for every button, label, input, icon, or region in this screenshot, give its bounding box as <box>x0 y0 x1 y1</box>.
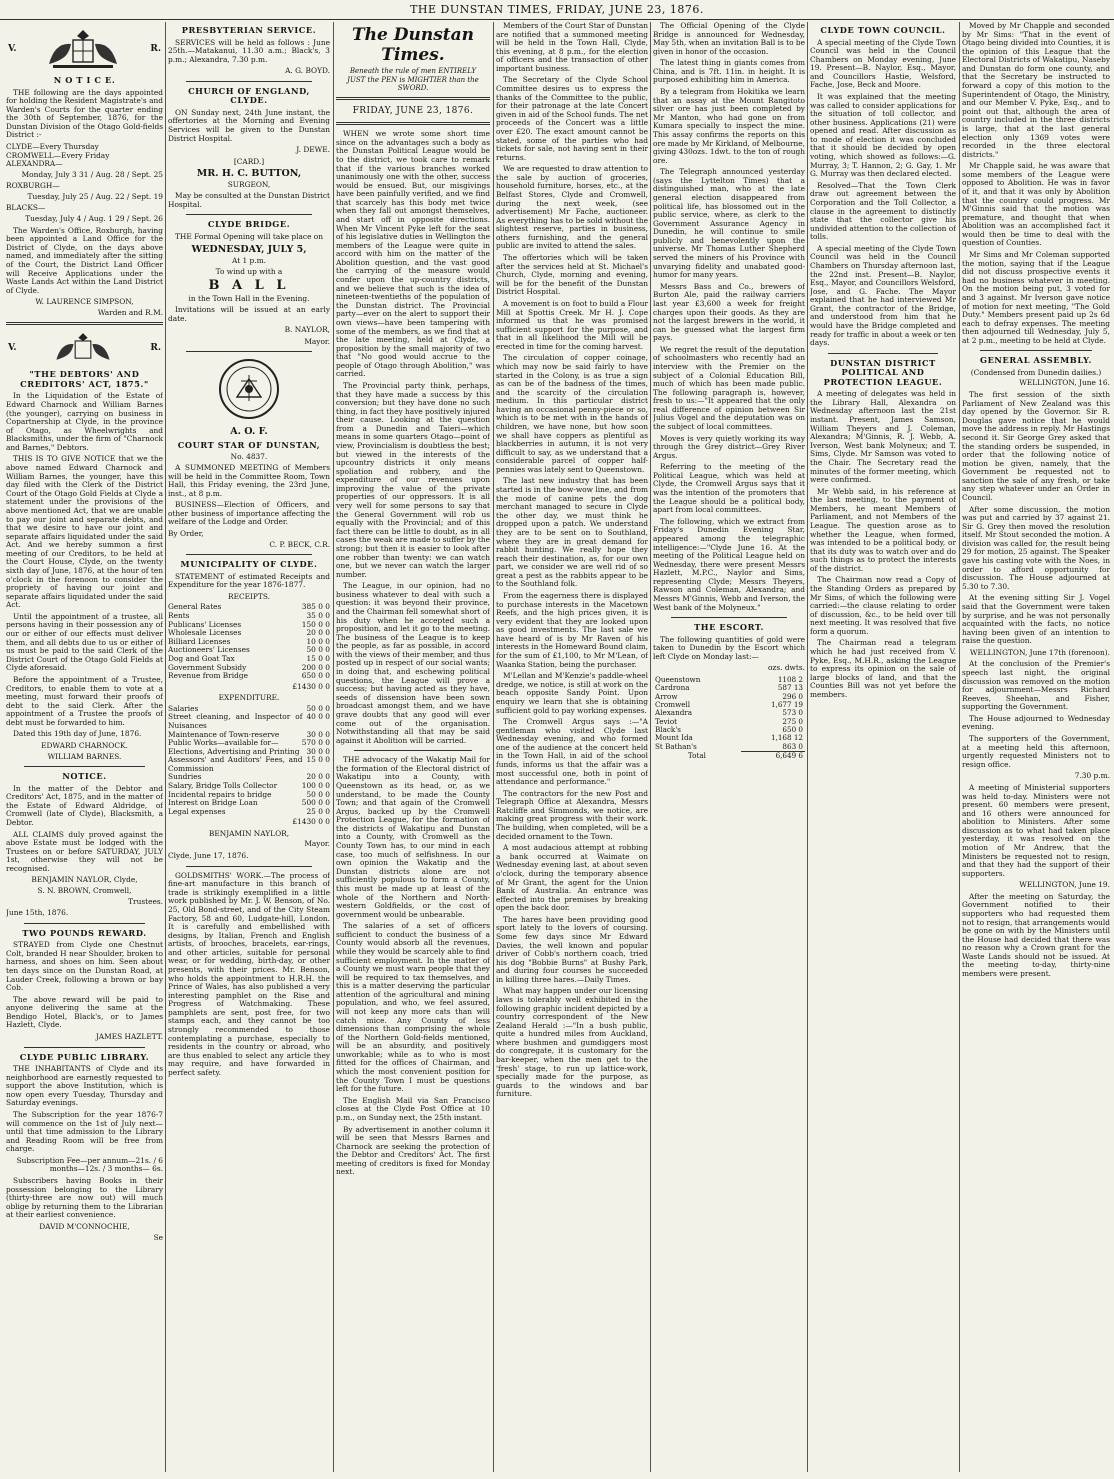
municipality-role: Mayor. <box>304 839 330 849</box>
newspaper-motto: Beneath the rule of men ENTIRELY JUST the PEN is MIGHTIER than the SWORD. <box>347 67 479 92</box>
roxburgh-dates: Tuesday, July 25 / Aug. 22 / Sept. 19 <box>27 191 163 201</box>
editorial-paragraph: The salaries of a set of officers sufficient to conduct the business of a County would absorb all the revenues, while they would be scarcely able to find sufficient employment. In the matter of a County we must warn people that they will be required to tax themselves, and this is a matter deserving the particular attention of the agricultural and mining population, and who, we feel assured, will not keep any more cats than will catch mice. Any County of less dimensions than comprising the whole of the Northern Gold-fields mentioned, will be an absurdity, and positively unworkable; while as to who is most fitted for the offices of Chairman, and which the most convenient position for the County Town I must be questions left for the future. <box>336 921 490 1094</box>
news-paragraph: From the eagerness there is displayed to purchase interests in the Macetown Reefs, and the high prices given, it is very evident that they are looked upon as good investments. The last sale we have heard of is by Mr Raven of his interests in the Homeward Bound claim, for the sum of £1,100, to Mr M'Lean, of Waanka Station, being the purchaser. <box>496 591 648 669</box>
ledger-label: Legal expenses <box>168 806 226 816</box>
library-body-3: Subscribers having Books in their possession belonging to the Library (thirty-three are now out) will much oblige by returning them to the Librarian at their earliest convenience. <box>6 1176 163 1220</box>
surgeon-body: May be consulted at the Dunstan District Hospital. <box>168 190 330 209</box>
bridge-date: WEDNESDAY, JULY 5, <box>191 244 307 256</box>
news-paragraph: We are requested to draw attention to the sale by auction of groceries, household furniture, horses, etc., at the Belfast Stores, Clyde and Cromwell, during the next week, (see advertisement) Mr Fache, auctioneer. As everything has to be sold without the slightest reserve, parties in business, others furnishing, and the general public are invited to attend the sales. <box>496 164 648 251</box>
divider <box>186 351 312 352</box>
ancient-order-foresters-emblem-icon <box>217 357 281 421</box>
escort-place: Teviot <box>655 716 678 726</box>
debtors-body-3: Before the appointment of a Trustee, Creditors, to enable them to vote at a meeting, must forward their proofs of debt to the said Clerk. After the appointment of a Trustee the proofs of debt must be forwarded to him. <box>6 674 163 727</box>
royal-coat-of-arms-icon <box>48 330 118 366</box>
ledger-row <box>168 808 330 817</box>
league-paragraph: A meeting of delegates was held in the Library Hall, Alexandra on Wednesday afternoon last the 21st instant. Present, James Samson, William Theyers and J. Coleman, Alexandra; M'Ginnis, R. J. Webb, A. Iverson, West bank Molyneux; and T. Sims, Clyde. Mr Samson was voted to the Chair. The Secretary read the minutes of the former meeting, which were confirmed. <box>810 389 956 485</box>
divider <box>24 923 145 924</box>
column-2 <box>168 22 330 1474</box>
news-paragraph: A most audacious attempt at robbing a bank occurred at Waimate on Wednesday evening last, at about seven o'clock, during the temporary absence of Mr Grant, the agent for the Union Bank of Australia. An entrance was effected into the premises by breaking open the back door. <box>496 843 648 913</box>
ledger-amount: 15 0 0 <box>306 755 330 765</box>
editorial-dateline: FRIDAY, JUNE 23, 1876. <box>352 105 474 116</box>
escort-amount: 296 0 <box>782 691 803 701</box>
court-signature: C. P. BECK, C.R. <box>269 539 330 549</box>
royal-crest <box>8 26 161 72</box>
ledger-label: Rents <box>168 611 190 621</box>
news-paragraph: We regret the result of the deputation of schoolmasters who recently had an interview with the Premier on the subject of a Colonial Education Bill, much of which has been made public. The following paragraph is, however, fresh to us:—"It appeared that the only real difference of opinion between Sir Julius Vogel and the deputation was on the subject of local committees. <box>653 344 805 432</box>
debtors-heading: "THE DEBTORS' AND CREDITORS' ACT, 1875." <box>20 369 149 389</box>
council-paragraph: It was explained that the meeting was called to consider applications for the situation of toll collector, and other business. Applications (21) were opened and read. After discussion as to mode of election it was concluded that it should be decided by open voting, which showed as follows:—G. Murray, 3; T. Hannon, 2; G. Gay, 1. Mr G. Murray was then declared elected. <box>810 91 956 179</box>
ledger-label: Public Works—available for— <box>168 738 279 748</box>
presbyterian-signature: A. G. BOYD. <box>285 66 330 76</box>
escort-amount: 863 0 <box>782 741 803 751</box>
debtors-date: Dated this 19th day of June, 1876. <box>13 729 142 739</box>
news-paragraph: The Telegraph announced yesterday (says the Lyttelton Times) that a distinguished man, who at the late general election disappeared from political life, has blossomed out in the public service, where, as clerk to the Government Assurance Agency in Dunedin, he will continue to smile publicly and benevolently upon the universe. Mr Thomas Luther Shepherd served the miners of his Province with unvarying fidelity and unabated good-humor for many years. <box>653 167 805 280</box>
divider <box>24 1047 145 1048</box>
ledger-label: Dog and Goat Tax <box>168 653 235 663</box>
escort-total-label: Total <box>687 750 706 760</box>
notice-heading: N O T I C E. <box>53 75 116 85</box>
escort-heading: THE ESCORT. <box>694 622 764 633</box>
league-paragraph: The Chairman now read a Copy of the Standing Orders as prepared by Mr Sims, of which the following were carried:—the clause relating to order of discussion, &c., to be held over till next meeting. It was resolved that five form a quorum. <box>810 575 956 636</box>
notice2-trustees: Trustees. <box>128 896 163 906</box>
municipality-date: Clyde, June 17, 1876. <box>168 851 249 861</box>
assembly-paragraph: At the conclusion of the Premier's speech last night, the original discussion was removed on the motion for adjournment—Messrs Richard Reeves, Sheehan, and Fisher, supporting the Government. <box>962 659 1110 712</box>
news-paragraph: Referring to the meeting of the Political League, which was held at Clyde, the Cromwell Argus says that it was the intention of the promoters that the League should be a political body, apart from local committees. <box>653 462 805 515</box>
foresters-emblem <box>168 357 330 424</box>
ledger-amount: 20 0 0 <box>306 772 330 782</box>
assembly-dateline: WELLINGTON, June 17th (forenoon). <box>969 647 1110 657</box>
ledger-row <box>168 672 330 681</box>
receipts-total: £1430 0 0 <box>292 681 330 691</box>
ledger-label: Sundries <box>168 772 202 782</box>
royal-coat-of-arms-icon <box>39 26 127 72</box>
reward-body-2: The above reward will be paid to anyone delivering the same at the Bendigo Hotel, Black's, or to James Hazlett, Clyde. <box>6 994 163 1030</box>
escort-intro: The following quantities of gold were taken to Dunedin by the Escort which left Clyde on Monday last:— <box>653 634 805 661</box>
council-heading: CLYDE TOWN COUNCIL. <box>820 25 946 35</box>
ledger-row <box>168 756 330 773</box>
crest-letter-v: V. <box>8 43 17 54</box>
column-5 <box>653 22 805 1474</box>
library-heading: CLYDE PUBLIC LIBRARY. <box>19 1051 150 1062</box>
debtors-body-2: Until the appointment of a trustee, all persons having in their possession any of our or either of our effects must deliver them, and all debts due to us or either of us must be paid to the said Clerk of the District Court of the Otago Gold Fields at Clyde aforesaid. <box>6 611 163 673</box>
league-paragraph: The Chairman read a telegram which he had just received from V. Pyke, Esq., M.H.R., asking the League to express its opinion on the sale of large blocks of land, and that the Counties Bill was not yet before the members. <box>810 638 956 699</box>
ledger-amount: 50 0 0 <box>306 703 330 713</box>
escort-place: Arrow <box>655 691 678 701</box>
reward-signature: JAMES HAZLETT. <box>95 1032 163 1042</box>
ledger-label: Wholesale Licenses <box>168 628 242 638</box>
escort-amount: 587 13 <box>777 683 803 693</box>
ledger-label: Assessors' and Auditors' Fees, and Commission <box>168 755 303 773</box>
bridge-wind-up: To wind up with a <box>215 266 283 276</box>
column-rule <box>807 22 808 1472</box>
column-6 <box>810 22 956 1474</box>
ledger-label: Maintenance of Town-reserve <box>168 729 280 739</box>
assembly-paragraph: After some discussion, the motion was put and carried by 37 against 21. Sir G. Grey then moved the resolution itself. Mr Stout seconded the motion. A division was called for, the result being 29 for motion, 25 against. The Speaker gave his casting vote with the Noes, in order to afford opportunity for discussion. The House adjourned at 5.30 to 7.30. <box>962 504 1110 591</box>
editorial-paragraph: The English Mail via San Francisco closes at the Clyde Post Office at 10 p.m., on Sunday next, the 25th instant. <box>336 1095 490 1122</box>
library-signature-role: Se <box>153 1232 163 1242</box>
ledger-amount: 650 0 0 <box>301 671 330 681</box>
divider <box>336 97 490 100</box>
clyde-court: CLYDE—Every Thursday <box>6 141 99 151</box>
divider <box>671 617 787 618</box>
column-rule <box>959 22 960 1472</box>
roxburgh-court: ROXBURGH— <box>6 181 60 191</box>
ledger-amount: 50 0 0 <box>306 789 330 799</box>
news-paragraph: Messrs Bass and Co., brewers of Burton Ale, paid the railway carriers last year £3,600 a week for freight charges upon their goods. As they are not the largest brewers in the world, it can be guessed what the largest firm pays. <box>653 281 805 343</box>
bridge-signature: B. NAYLOR, <box>284 325 330 335</box>
editorial-paragraph: WHEN we wrote some short time since on the advantages such a body as the Dunstan Political League would be to the district, we took care to remark that if the various branches worked unanimously one with the other, success would be ensued. But, our misgivings have been painfully verified, and we find that scarcely has this body met twice when they fall out amongst themselves, and start off in opposite directions. When Mr Vincent Pyke left for the seat of his legislative duties in Wellington the members of the League were quite in accord with him on the matter of the Abolition question, and the vast good the carrying of the measure would confer upon the up-country districts, and we believe that such is the idea of nineteen-twentieths of the population of the Dunstan district. The Provincial party—ever on the alert to support their own views—have been tampering with some of the members, as we find that at the late meeting, held at Clyde, a proposition by the small majority of two that "No good would accrue to the people of Otago through Abolition," was carried. <box>336 129 490 379</box>
library-body-2: The Subscription for the year 1876-7 will commence on the 1st of July next—until that time admission to the Library and Reading Room will be free from charge. <box>6 1110 163 1154</box>
debtors-signature-2: WILLIAM BARNES. <box>47 751 122 761</box>
expenditure-total: £1430 0 0 <box>292 817 330 827</box>
bridge-hall: in the Town Hall in the Evening. <box>188 294 310 304</box>
ledger-amount: 150 0 0 <box>301 619 330 629</box>
escort-total-row <box>653 752 805 761</box>
goldsmiths-paragraph: GOLDSMITHS' WORK.—The process of fine-art manufacture in this branch of trade is strikingly exemplified in a little work published by Mr. J. W. Benson, of No. 25, Old Bond-street, and of the City Steam Factory, 58 and 60, Ludgate-hill, London. It is carefully and embellished with designs, by Italian, French and English artists, of brooches, bracelets, ear-rings, and other articles, suitable for personal wear, or for wedding, birth-day, or other presents, with their prices. Mr. Benson, who holds the appointment to H.R.H. the Prince of Wales, has also published a very interesting pamphlet on the Rise and Progress of Watchmaking. These pamphlets are sent, post free, for two stamps each, and they cannot be too strongly recommended to those contemplating a purchase, especially to residents in the country or abroad, who are thus enabled to select any article they may require, and have forwarded in perfect safety. <box>168 870 330 1077</box>
notice2-body: ALL CLAIMS duly proved against the above Estate must be lodged with the Trustees on or before SATURDAY, JULY 1st, otherwise they will not be recognised. <box>6 829 163 873</box>
receipts-heading: RECEIPTS. <box>228 591 270 601</box>
notice2-intro: In the matter of the Debtor and Creditors' Act, 1875, and in the matter of the Estate of Edward Aldridge, of Cromwell (late of Clyde), Blacksmith, a Debtor. <box>6 783 163 827</box>
escort-table <box>653 676 805 760</box>
league-paragraph: Mr Chapple said, he was aware that some members of the League were opposed to Abolition. He was in favor of it, and that it was only by Abolition that the country could progress. Mr M'Ginnis said that the motion was premature, and thought that when Abolition was an accomplished fact it would then be time to deal with the question of Counties. <box>962 161 1110 248</box>
crest-letter-v: V. <box>8 343 17 354</box>
municipality-intro: STATEMENT of estimated Receipts and Expenditure for the year 1876-1877. <box>168 571 330 590</box>
news-paragraph: By a telegram from Hokitika we learn that an assay at the Mount Rangitoto silver ore has just been completed by Mr Manton, who had gone on from Kumara specially to inspect the mine. This assay confirms the reports on this ore made by Mr Kirkland, of Melbourne, giving 430ozs. 1dwt. to the ton of rough ore. <box>653 87 805 165</box>
escort-amount: 573 0 <box>782 708 803 718</box>
ledger-label: Elections, Advertising and Printing <box>168 746 300 756</box>
crest-letter-r: R. <box>150 343 161 354</box>
church-signature: J. DEWE. <box>296 145 330 155</box>
escort-amount: 650 0 <box>782 725 803 735</box>
council-paragraph: Resolved—That the Town Clerk draw out agreement between the Corporation and the Toll Collector, a clause in the agreement to distinctly state that the collector give his undivided attention to the collection of tolls. <box>810 180 956 242</box>
ledger-label: Salary, Bridge Tolls Collector <box>168 781 278 791</box>
ledger-label: General Rates <box>168 602 222 612</box>
library-body: THE INHABITANTS of Clyde and its neighborhood are earnestly requested to support the above Institution, which is now open every Tuesday, Thursday and Saturday evenings. <box>6 1064 163 1108</box>
news-paragraph: The last new industry that has been started is in the bow-wow line, and from the mode of canine pets the dog merchant managed to secure in Clyde the other day, we must think he dropped upon a patch. We understand they are to be sent on to Southland, where they are in great demand for rabbit hunting. We really hope they reach their destination, as, for our own part, we consider we are well rid of so great a pest as the rabbits appear to be to the Southland folk. <box>496 476 648 589</box>
editorial-paragraph: THE advocacy of the Wakatip Mail for the formation of the Electoral district of Wakatipu into a County, with Queenstown as its head, or, as we understand, to be made the County Town; and that again of the Cromwell Argus, backed up by the Cromwell Protection League, for the formation of the districts of Wakatipu and Dunstan into a County, with Cromwell as the County Town has, to our mind in each case, too much of selfishness. In our own opinion the Wakatip and the Dunstan districts alone are not sufficiently populous to form a County, this must be made up at least of the whole of the Northern and North-western Goldfields, or the cost of government would be unbearable. <box>336 755 490 919</box>
news-paragraph: A movement is on foot to build a Flour Mill at Spottis Creek. Mr H. J. Cope informed us that he was promised sufficient support for the purpose, and that in all likelihood the Mill will be erected in time for the coming harvest. <box>496 298 648 351</box>
ledger-label: Government Subsidy <box>168 662 247 672</box>
ledger-label: Street cleaning, and Inspector of Nuisances <box>168 712 303 730</box>
surgeon-role: SURGEON, <box>227 180 271 190</box>
card-label: [CARD.] <box>233 156 265 166</box>
divider <box>24 766 145 767</box>
news-paragraph: Moves is very quietly working its way through the Grey district—Grey River Argus. <box>653 433 805 460</box>
reward-body: STRAYED from Clyde one Chestnut Colt, branded H near Shoulder, broken to harness, and shoes on him. Seen about ten days since on the Dunstan Road, at Lauder Creek, following a brown or bay Cob. <box>6 940 163 993</box>
ledger-amount: 200 0 0 <box>301 662 330 672</box>
debtors-intro: In the Liquidation of the Estate of Edward Charnock and William Barnes (the younger), carrying on business in Copartnership at Clyde, in the province of Otago, as Wheelwrights and Blacksmiths, under the firm of "Charnock and Barnes," Debtors. <box>6 391 163 452</box>
escort-total-value: 6,649 6 <box>741 752 805 761</box>
alexandra-dates: Monday, July 3 31 / Aug. 28 / Sept. 25 <box>21 169 163 179</box>
ledger-amount: 30 0 0 <box>306 729 330 739</box>
assembly-dateline: WELLINGTON, June 19. <box>1019 880 1110 890</box>
column-1 <box>6 22 163 1474</box>
court-body: A SUMMONED MEETING of Members will be held in the Committee Room, Town Hall, this Friday evening, the 23rd June, inst., at 8 p.m. <box>168 463 330 498</box>
escort-place: St Bathan's <box>655 741 697 751</box>
escort-place: Black's <box>655 725 681 735</box>
ledger-amount: 570 0 0 <box>301 738 330 748</box>
reward-heading: TWO POUNDS REWARD. <box>22 927 147 938</box>
news-paragraph: M'Lellan and M'Kenzie's paddle-wheel dredge, we notice, is still at work on the beach opposite Sandy Point. Upon enquiry we learn that she is obtaining sufficient gold to pay working expenses. <box>496 671 648 715</box>
news-paragraph: The contractors for the new Post and Telegraph Office at Alexandra, Messrs Ratcliffe and Simmonds, we notice, are making great progress with their work. The building, when completed, will be a decided ornament to the Town. <box>496 788 648 841</box>
court-by-order: By Order, <box>168 529 204 539</box>
assembly-subheading: (Condensed from Dunedin dailies.) <box>970 367 1102 377</box>
blacks-dates: Tuesday, July 4 / Aug. 1 29 / Sept. 26 <box>25 214 163 224</box>
divider <box>336 122 490 125</box>
ledger-label: Salaries <box>168 703 199 713</box>
municipality-heading: MUNICIPALITY OF CLYDE. <box>180 559 318 570</box>
column-rule <box>165 22 166 1472</box>
assembly-paragraph: A meeting of Ministerial supporters was held to-day. Ministers were not present. 60 members were present, and 16 others were announced for abolition to Ministers. After some discussion as to what had taken place yesterday, it was resolved on the motion of Mr Andrew, that the Ministers be requested not to resign, and that they had the support of their supporters. <box>962 782 1110 878</box>
news-paragraph: The following, which we extract from Friday's Dunedin Evening Star, appeared among the telegraphic intelligence:—"Clyde June 16. At the meeting of the Political League held on Wednesday, there were present Messrs Hazlett, M.P.C., Naylor and Sims, representing Clyde; Messrs Theyers, Rawson and Coleman, Alexandra; and Messrs M'Ginnis, Webb and Iverson, the West bank of the Molyneux." <box>653 516 805 612</box>
escort-place: Alexandra <box>655 708 693 718</box>
ledger-label: Auctioneers' Licenses <box>168 645 250 655</box>
escort-unit: ozs. dwts. <box>767 663 805 673</box>
news-paragraph: The circulation of copper coinage, which may now be said fairly to have started in the Colony, is as true a sign as can be of the badness of the times, and the scarcity of the circulation medium. In this particular district having an occasional penny-piece or so, which is to be met with in the hands of children, we have none, but how soon we shall have coppers as plentiful as blackberries in autumn, it is not very difficult to say, as we understand that a considerable parcel of copper half-pennies was lately sent to Queenstown. <box>496 353 648 474</box>
league-heading: DUNSTAN DISTRICT POLITICAL AND PROTECTION LEAGUE. <box>823 357 943 387</box>
news-paragraph: What may happen under our licensing laws is tolerably well exhibited in the following graphic incident depicted by a country correspondent of the New Zealand Herald :—"In a bush public, quite a hundred miles from Auckland, where bushmen and gumdiggers most do congregate, it is customary for the bar-keeper, when the men get to the 'fresh' stage, to run up lattice-work, specially made for the purpose, as guards to the windows and bar furniture. <box>496 986 648 1099</box>
editorial-paragraph: The League, in our opinion, had no business whatever to deal with such a question: it was beyond their province, and the Chairman fell somewhat short of his duty when he accepted such a proposition, and let it go to the meeting. The business of the League is to keep the people, as far as possible, in accord with the views of their member, and thus posted up in respect of our social wants; in doing that, and eschewing political questions, the League will prove a success; but having acted as they have, seeds of dissension have been sown broadcast amongst them, and we have grave doubts that any good will ever come out of the organisation. Notwithstanding all that may be said against it Abolition will be carried. <box>336 581 490 745</box>
notice2-date: June 15th, 1876. <box>6 908 69 918</box>
warden-text: The Warden's Office, Roxburgh, having been appointed a Land Office for the District of Clyde, on the days above named, and immediately after the sitting of the Court, the District Land Officer will Receive Applications under the Waste Lands Act within the Land District of Clyde. <box>6 225 163 295</box>
council-paragraph: A special meeting of the Clyde Town Council was held in the Council Chambers on Thursday afternoon last, the 22nd inst. Present—B. Naylor, Esq., Mayor, and Councillors Welsford, Jose, and G. Fache. The Mayor explained that he had interviewed Mr Grant, the contractor of the Bridge, and understood from him that he would have the Bridge completed and ready for traffic in about a week or ten days. <box>810 243 956 348</box>
ledger-amount: 50 0 0 <box>306 645 330 655</box>
ledger-label: Billiard Licenses <box>168 636 231 646</box>
news-paragraph: The latest thing in giants comes from China, and is 7ft. 11in. in height. It is purposed exhibiting him in America. <box>653 58 805 85</box>
aof-heading: A. O. F. <box>230 425 268 437</box>
ledger-label: Publicans' Licenses <box>168 619 242 629</box>
column-rule <box>650 22 651 1472</box>
warden-signature: W. LAURENCE SIMPSON, <box>35 297 134 307</box>
league-paragraph: Mr Sims and Mr Coleman supported the motion, saying that if the League did not discuss prospective events it had no business whatever in meeting. On the motion being put, 3 voted for and 3 against. Mr Iverson gave notice of motion for next meeting, "The Gold Duty." Members present paid up 2s 6d each to defray expenses. The meeting then adjourned till Wednesday, July 5, at 2 p.m., meeting to be held at Clyde. <box>962 250 1110 345</box>
church-heading: CHURCH OF ENGLAND, CLYDE. <box>188 85 310 106</box>
assembly-paragraph: The supporters of the Government, at a meeting held this afternoon, urgently requested Ministers not to resign office. <box>962 734 1110 769</box>
ledger-amount: 40 0 0 <box>306 712 330 722</box>
debtors-signature-1: EDWARD CHARNOCK. <box>41 740 128 750</box>
bridge-invite: Invitations will be issued at an early date. <box>168 305 330 323</box>
escort-amount: 275 0 <box>782 716 803 726</box>
ledger-label: Incidental repairs to bridge <box>168 789 272 799</box>
notice2-heading: NOTICE. <box>62 771 107 782</box>
escort-place: Mount Ida <box>655 733 693 743</box>
ledger-amount: 30 0 0 <box>306 746 330 756</box>
ledger-label: Interest on Bridge Loan <box>168 798 258 808</box>
notice2-signature-2: S. N. BROWN, Cromwell, <box>37 886 132 895</box>
presbyterian-heading: PRESBYTERIAN SERVICE. <box>181 25 317 35</box>
editorial-paragraph: The Provincial party think, perhaps, that they have made a success by this conversion; but they have done no such thing, in fact they have positively injured their cause. Looking at the question from a Dunedin and Taieri—which means in some quarters Otago—point of view, Provincialism is doubtless the best; but viewed in the interests of the upcountry districts it only means spoliation and robbery, and the expenditure of our revenues upon improving the value of the private properties of our oppressors. It is all very well for some persons to say that the General Government will rob us equally with the Provincial; and of this fact there can be little to doubt, as in all cases the weak are made to suffer by the strong; but then it is easier to look after one robber than twenty: we can watch one, but we never can watch the larger number. <box>336 380 490 579</box>
column-rule <box>493 22 494 1472</box>
notice2-signature-1: BENJAMIN NAYLOR, Clyde, <box>31 875 138 885</box>
masthead: THE DUNSTAN TIMES, FRIDAY, JUNE 23, 1876. <box>0 0 1114 20</box>
escort-amount: 1,168 12 <box>770 733 803 743</box>
royal-crest <box>8 330 161 366</box>
ledger-amount: 100 0 0 <box>301 781 330 791</box>
ledger-amount: 35 0 0 <box>306 611 330 621</box>
editorial-paragraph: By advertisement in another column it will be seen that Messrs Barnes and Charnock are seeking the protection of the Debtor and Creditors' Act. The first meeting of creditors is fixed for Monday next. <box>336 1124 490 1177</box>
expenditure-list <box>168 705 330 817</box>
ledger-amount: 385 0 0 <box>301 602 330 612</box>
newspaper-title: The Dunstan Times. <box>351 25 474 65</box>
ledger-amount: 25 0 0 <box>306 806 330 816</box>
court-heading: COURT STAR OF DUNSTAN, <box>177 439 321 450</box>
assembly-paragraph: At the evening sitting Sir J. Vogel said that the Government were taken by surprise, and he was not personally acquainted with the facts, no notice having been given of an intention to raise the question. <box>962 593 1110 646</box>
escort-place: Cardrona <box>655 683 690 693</box>
ledger-amount: 15 0 0 <box>306 653 330 663</box>
ledger-amount: 500 0 0 <box>301 798 330 808</box>
assembly-paragraph: After the meeting on Saturday, the Government notified to their supporters who had requested them not to resign, that arrangements would be gone on with by the Ministers until the House had decided that there was no reason why a Crown grant for the Waste Lands should not be issued. At the meeting to-day, thirty-nine members were present. <box>962 891 1110 979</box>
news-paragraph: The Official Opening of the Clyde Bridge is announced for Wednesday, May 5th, when an invitation Ball is to be given in honor of the occasion. <box>653 22 805 56</box>
divider <box>186 214 312 215</box>
assembly-dateline: WELLINGTON, June 16. <box>1019 378 1110 388</box>
council-paragraph: A special meeting of the Clyde Town Council was held in the Council Chambers on Monday evening, June 19. Present—B. Naylor, Esq., Mayor, and Councillors Hastie, Welsford, Fache, Jose, Beck and Moore. <box>810 37 956 90</box>
bridge-ball: B A L L <box>208 278 290 294</box>
municipality-signature: BENJAMIN NAYLOR, <box>208 828 290 838</box>
divider <box>186 554 312 555</box>
escort-amount: 1108 2 <box>777 674 803 684</box>
divider <box>186 866 312 867</box>
presbyterian-body: SERVICES will be held as follows : June 25th.—Matakanui, 11.30 a.m.; Black's, 3 p.m.; Alexandra, 7.30 p.m. <box>168 37 330 64</box>
cromwell-court: CROMWELL—Every Friday <box>6 150 110 160</box>
bridge-time: At 1 p.m. <box>231 256 266 266</box>
alexandra-court: ALEXANDRA— <box>6 159 63 169</box>
surgeon-name: MR. H. C. BUTTON, <box>196 168 302 180</box>
warden-role: Warden and R.M. <box>97 307 163 317</box>
assembly-paragraph: The House adjourned to Wednesday evening. <box>962 713 1110 732</box>
divider <box>6 322 163 325</box>
notice-body: THE following are the days appointed for holding the Resident Magistrate's and Warden's Courts for the quarter ending the 30th of September, 1876, for the Dunstan Division of the Otago Gold-fields District :- <box>6 87 163 140</box>
ledger-row <box>168 713 330 730</box>
column-3 <box>336 22 490 1474</box>
league-paragraph: Moved by Mr Chapple and seconded by Mr Sims: "That in the event of Otago being divided into Counties, it is the opinion of this League that the Electoral Districts of Wakatipu, Naseby and Dunstan do form one county, and that the Secretary be instructed to forward a copy of this motion to the Superintendent of Otago, the Ministry, and our Member V. Pyke, Esq., and to point out that, although the area of country included in the three districts is large, that at the last general election only 1369 votes were recorded in the three electoral districts." <box>962 22 1110 159</box>
escort-place: Cromwell <box>655 700 691 710</box>
divider <box>354 750 472 751</box>
column-rule <box>333 22 334 1472</box>
escort-place: Queenstown <box>655 674 701 684</box>
bridge-line: THE Formal Opening will take place on <box>175 231 323 241</box>
divider <box>980 350 1092 351</box>
receipts-list <box>168 603 330 680</box>
league-paragraph: Mr Webb said, in his reference at the last meeting, to the payment of Members, he meant Members of Parliament, and not Members of the League. The question arose as to whether the League, when formed, was intended to be a political body, or that its duty was to watch over and do such things as to protect the interests of the district. <box>810 486 956 573</box>
ledger-amount: 20 0 0 <box>306 628 330 638</box>
assembly-paragraph: The first session of the sixth Parliament of New Zealand was this day opened by the Governor. Sir R. Douglas gave notice that he would move the address in reply. Mr Hastings second it. Sir George Grey asked that the standing orders be suspended, in order that the following notice of motion be given, namely, that the Government be requested not to sanction the sale of any fresh, or take any step whatever under an Order in Council. <box>962 390 1110 502</box>
news-paragraph: The Secretary of the Clyde School Committee desires us to express the thanks of the Committee to the public, for their patronage at the late Concert given in aid of the School funds. The net proceeds of the Concert was a little over £20. The exact amount cannot be stated, some of the parties who had tickets for sale, not having sent in their returns. <box>496 75 648 162</box>
bridge-role: Mayor. <box>304 336 330 346</box>
news-paragraph: Members of the Court Star of Dunstan are notified that a summoned meeting will be held in the Town Hall, Clyde, this evening, at 8 p.m., for the election of officers and the transaction of other important business. <box>496 22 648 73</box>
assembly-heading: GENERAL ASSEMBLY. <box>979 355 1092 366</box>
debtors-body: THIS IS TO GIVE NOTICE that we the above named Edward Charnock and William Barnes, the younger, have this day filed with the Clerk of the District Court of the Otago Gold Fields at Clyde a statement under the provisions of the above mentioned Act, that we are unable to pay our joint and separate debts, and that we desire to have our joint and separate affairs liquidated under the said Act. And we hereby summon a first meeting of our Creditors, to be held at the Court House, Clyde, on the twenty sixth day of June, 1876, at the hour of ten o'clock in the forenoon to consider the propriety of having our joint and separate affairs liquidated under the said Act. <box>6 454 163 610</box>
escort-amount: 1,677 19 <box>770 700 803 710</box>
blacks-court: BLACKS— <box>6 203 46 213</box>
news-paragraph: The Cromwell Argus says :—"A gentleman who visited Clyde last Wednesday evening, and who formed one of the audience at the concert held in the Town Hall, in aid of the school funds, informs us that the affair was a most successful one, both in point of attendance and performance." <box>496 717 648 787</box>
expenditure-heading: EXPENDITURE. <box>218 693 280 703</box>
assembly-time: 7.30 p.m. <box>1074 771 1110 781</box>
divider <box>186 81 312 82</box>
news-paragraph: The hares have been providing good sport lately to the lovers of coursing. Some few days since Mr Edward Davies, the well known and popular driver of Cobb's northern coach, tried his dog "Bobbie Burns" at Bushy Park, and during four courses he succeeded in killing three hares.—Daily Times. <box>496 914 648 984</box>
library-rates: Subscription Fee—per annum—21s. / 6 months—12s. / 3 months— 6s. <box>16 1155 163 1174</box>
ledger-amount: 10 0 0 <box>306 636 330 646</box>
ledger-label: Revenue from Bridge <box>168 671 248 681</box>
divider <box>828 353 938 354</box>
crest-letter-r: R. <box>150 43 161 54</box>
church-body: ON Sunday next, 24th June instant, the offertories at the Morning and Evening Services will be given to the Dunstan District Hospital. <box>168 107 330 143</box>
column-7 <box>962 22 1110 1474</box>
news-paragraph: The offertories which will be taken after the services held at St. Michael's Church, Clyde, morning and evening, will be for the benefit of the Dunstan District Hospital. <box>496 253 648 297</box>
bridge-heading: CLYDE BRIDGE. <box>207 219 291 230</box>
court-business: BUSINESS—Election of Officers, and other business of importance affecting the welfare of the Lodge and Order. <box>168 500 330 527</box>
column-4 <box>496 22 648 1474</box>
court-number: No. 4837. <box>230 452 268 462</box>
library-signature: DAVID M'CONNOCHIE, <box>39 1221 130 1231</box>
